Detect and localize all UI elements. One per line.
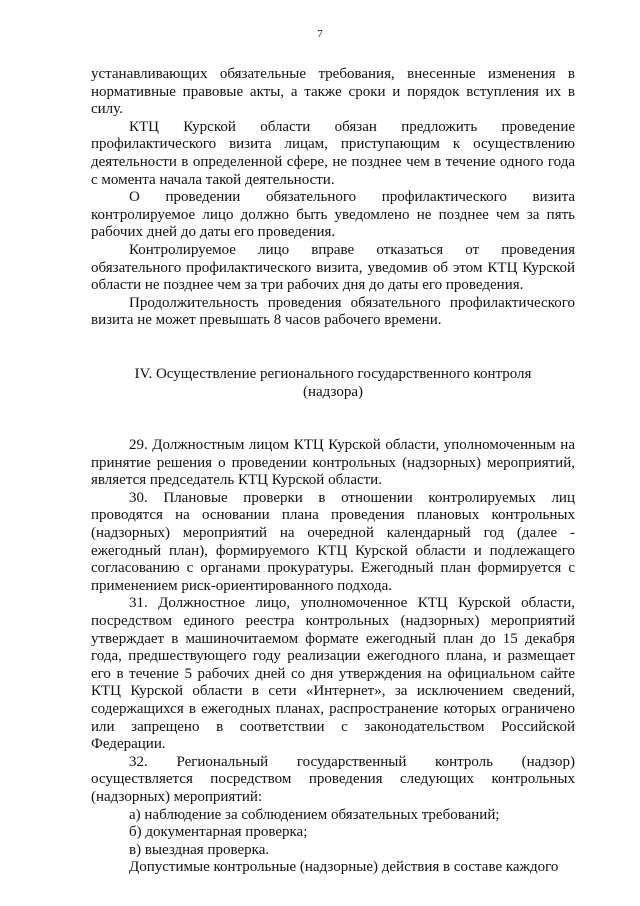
paragraph-visit-duration: Продолжительность проведения обязательного профилактического визита не может превышать 8 часов рабочего времени. [91, 294, 575, 329]
paragraph-visit-notification: О проведении обязательного профилактического визита контролируемое лицо должно быть уведомлено не позднее чем за пять рабочих дней до даты его проведения. [91, 189, 575, 241]
paragraph-continuation: устанавливающих обязательные требования, внесенные изменения в нормативные правовые акты, а также сроки и порядок вступления их в силу. [91, 66, 575, 118]
paragraph-visit-refusal: Контролируемое лицо вправе отказаться от проведения обязательного профилактического визита, уведомив об этом КТЦ Курской области не позднее чем за три рабочих дня до даты его проведения. [91, 241, 575, 294]
list-item-documentary-check: б) документарная проверка; [129, 824, 308, 841]
paragraph-32: 32. Региональный государственный контроль (надзор) осуществляется посредством проведения следующих контрольных (надзорных) мероприятий: [91, 753, 575, 805]
list-item-onsite-check: в) выездная проверка. [129, 841, 270, 858]
paragraph-31: 31. Должностное лицо, уполномоченное КТЦ Курской области, посредством единого реестра контрольных (надзорных) мероприятий утверждает в машиночитаемом формате ежегодный план до 15 декабря года, предшествующего году реализации ежегодного плана, и размещает его в течение 5 рабочих дней со дня утверждения на официальном сайте КТЦ Курской области в сети «Интернет», за исключением сведений, содержащихся в ежегодных планах, распространение которых ограничено или запрещено в соответствии с законодательством Российской Федерации. [91, 595, 575, 753]
paragraph-30: 30. Плановые проверки в отношении контролируемых лиц проводятся на основании плана проведения плановых контрольных (надзорных) мероприятий на очередной календарный год (далее - ежегодный план), формируемого КТЦ Курской области и подлежащего согласованию с органами прокуратуры. Ежегодный план формируется с применением риск-ориентированного подхода. [91, 489, 575, 594]
paragraph-29: 29. Должностным лицом КТЦ Курской области, уполномоченным на принятие решения о проведении контрольных (надзорных) мероприятий, является председатель КТЦ Курской области. [91, 437, 575, 489]
document-body [91, 66, 575, 877]
list-item-observation: а) наблюдение за соблюдением обязательных требований; [129, 806, 500, 823]
page-number: 7 [317, 28, 323, 40]
paragraph-preventive-visit-offer: КТЦ Курской области обязан предложить проведение профилактического визита лицам, приступающим к осуществлению деятельности в определенной сфере, не позднее чем в течение одного года с момента начала такой деятельности. [91, 118, 575, 188]
section-heading: IV. Осуществление регионального государственного контроля (надзора) [134, 365, 532, 400]
paragraph-final: Допустимые контрольные (надзорные) действия в составе каждого [129, 859, 559, 876]
